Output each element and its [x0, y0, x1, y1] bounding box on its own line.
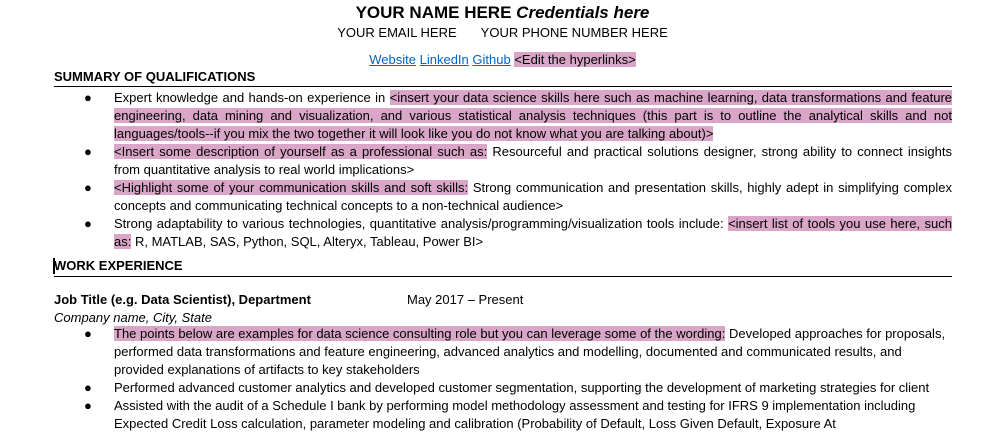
work-section-title: WORK EXPERIENCE	[54, 258, 183, 273]
summary-section-title: SUMMARY OF QUALIFICATIONS	[54, 69, 256, 84]
summary-bullet: ● <Insert some description of yourself as a professional such as: Resourceful and practical solutions designer, strong ability to connect insights from quantitative analysis to real world implications>	[84, 144, 952, 177]
work-divider	[54, 276, 952, 277]
work-bullet: ● Performed advanced customer analytics and developed customer segmentation, supporting the development of marketing strategies for client	[84, 380, 930, 395]
summary-list	[54, 89, 952, 251]
work-list	[54, 325, 952, 433]
bullet-icon: ●	[84, 216, 92, 231]
github-link[interactable]: Github	[472, 52, 511, 67]
bullet-icon: ●	[84, 144, 92, 159]
bullet-icon: ●	[84, 180, 92, 195]
website-link[interactable]: Website	[369, 52, 416, 67]
summary-divider	[54, 86, 952, 87]
links-line	[0, 52, 1005, 68]
summary-bullet: ● Strong adaptability to various technologies, quantitative analysis/programming/visualization tools include: <insert list of tools you use here, such as: R, MATLAB, SAS, Python, SQL, Alteryx, Tableau, Power BI>	[84, 216, 952, 249]
email: YOUR EMAIL HERE	[337, 25, 457, 40]
job-header	[54, 291, 952, 308]
bullet-icon: ●	[84, 90, 92, 105]
work-bullet: ● The points below are examples for data science consulting role but you can leverage some of the wording: Developed approaches for proposals, performed data transformations and feature engineering, advanced analytics and modelling, documented and communicated results, and provided explanations of artifacts to key stakeholders	[84, 326, 946, 377]
links-edit-note: <Edit the hyperlinks>	[514, 52, 636, 67]
summary-bullet: ● <Highlight some of your communication skills and soft skills: Strong communication and presentation skills, highly adept in simplifying complex concepts and communicating technical concepts to a non-technical audience>	[84, 180, 952, 213]
credentials: Credentials here	[516, 3, 650, 22]
phone: YOUR PHONE NUMBER HERE	[480, 25, 668, 40]
bullet-icon: ●	[84, 398, 92, 413]
job-title: Job Title (e.g. Data Scientist), Department	[54, 292, 311, 307]
work-bullet: ● Assisted with the audit of a Schedule I bank by performing model methodology assessment and testing for IFRS 9 implementation including Expected Credit Loss calculation, parameter modeling and calibration (Probability of Default, Loss Given Default, Exposure At	[84, 398, 916, 431]
company-name: Company name, City, State	[54, 310, 212, 325]
summary-bullet: ● Expert knowledge and hands-on experience in <insert your data science skills here such as machine learning, data transformations and feature engineering, data mining and visualization, and various statistical analysis techniques (this part is to outline the analytical skills and not languages/tools--if you mix the two together it will look like you do not know what you are talking about)>	[84, 90, 952, 141]
resume-name-heading	[0, 3, 1005, 23]
name: YOUR NAME HERE	[355, 3, 512, 22]
bullet-icon: ●	[84, 326, 92, 341]
contact-line	[0, 25, 1005, 41]
bullet-icon: ●	[84, 380, 92, 395]
job-dates: May 2017 – Present	[407, 292, 524, 307]
linkedin-link[interactable]: LinkedIn	[419, 52, 469, 67]
